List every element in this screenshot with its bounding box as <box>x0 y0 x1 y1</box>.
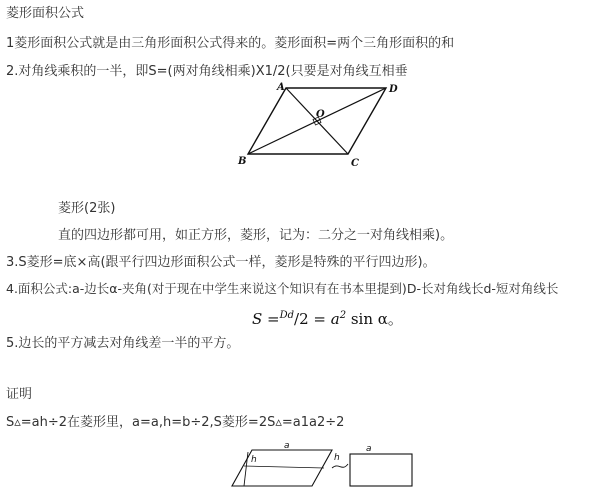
label-b: B <box>238 156 247 167</box>
proof-diagram <box>224 442 424 498</box>
formula-tail: sin α。 <box>346 310 403 328</box>
text-line-3: 直的四边形都可用，如正方形，菱形，记为：二分之一对角线相乘)。 <box>58 228 454 243</box>
formula-lhs: S = <box>252 310 280 328</box>
formula-over: /2 <box>294 310 309 328</box>
label-a-right: a <box>366 444 372 454</box>
proof-heading: 证明 <box>6 387 33 402</box>
rectangle-shape <box>350 454 412 486</box>
height-line <box>244 452 248 486</box>
text-line-2: 2.对角线乘积的一半，即S=(两对角线相乘)X1/2(只要是对角线互相垂 <box>6 64 408 79</box>
label-h: h <box>251 455 257 465</box>
formula-rhs: = a <box>308 310 340 328</box>
label-d: D <box>389 84 398 95</box>
label-h2: h <box>334 453 340 463</box>
label-a-top: a <box>284 441 290 451</box>
image-caption: 菱形(2张) <box>58 201 116 216</box>
diagonal-bd <box>248 88 386 154</box>
formula-exp: 2 <box>339 310 347 321</box>
area-formula <box>252 308 403 329</box>
text-line-1: 1菱形面积公式就是由三角形面积公式得来的。菱形面积=两个三角形面积的和 <box>6 36 455 51</box>
label-c: C <box>351 158 359 169</box>
rhombus-diagram <box>236 80 396 170</box>
text-line-6: 5.边长的平方减去对角线差一半的平方。 <box>6 336 240 351</box>
text-line-5: 4.面积公式:a-边长α-夹角(对于现在中学生来说这个知识有在书本里提到)D-长对角线长d-短对角线长 <box>6 281 559 296</box>
page-title: 菱形面积公式 <box>6 6 85 21</box>
label-o: O <box>316 109 325 120</box>
label-a: A <box>277 82 285 93</box>
text-line-7: S▵=ah÷2在菱形里，a=a,h=b÷2,S菱形=2S▵=a1a2÷2 <box>6 415 345 430</box>
arrow-curve <box>332 464 348 468</box>
mid-line <box>244 466 324 468</box>
text-line-4: 3.S菱形=底×高(跟平行四边形面积公式一样，菱形是特殊的平行四边形)。 <box>6 255 436 270</box>
formula-sup: Dd <box>279 310 295 321</box>
